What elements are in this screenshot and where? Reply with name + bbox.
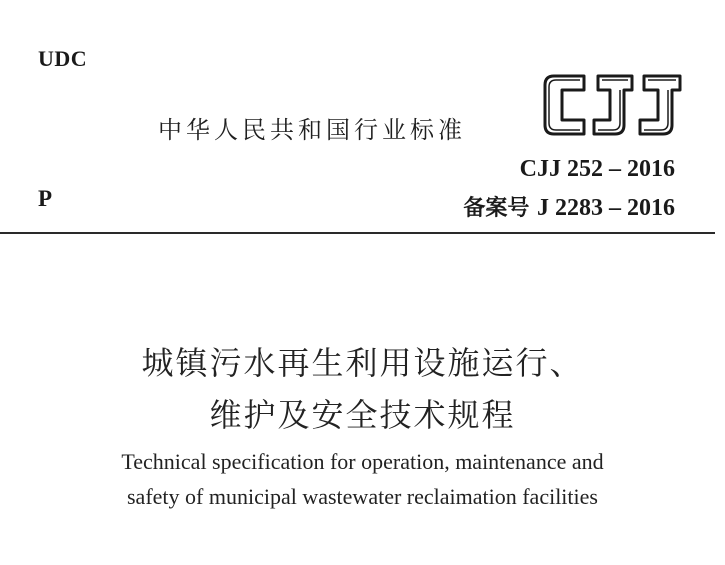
- standard-code: CJJ 252 – 2016: [519, 156, 675, 182]
- record-label: 备案号: [463, 196, 530, 221]
- udc-label: UDC: [38, 46, 88, 71]
- english-title-line-1: Technical specification for operation, maintenance and: [121, 449, 604, 474]
- classification-label: P: [38, 186, 53, 211]
- record-number: [463, 191, 675, 222]
- cjj-logo: [540, 70, 690, 140]
- record-value: J 2283 – 2016: [537, 195, 675, 221]
- cjj-logo-icon: [540, 70, 690, 140]
- chinese-title-line-1: 城镇污水再生利用设施运行、: [141, 344, 584, 382]
- header-divider: [0, 232, 715, 234]
- standard-type-title: 中华人民共和国行业标准: [158, 116, 466, 144]
- english-title-line-2: safety of municipal wastewater reclaimation facilities: [127, 484, 598, 509]
- chinese-title-line-2: 维护及安全技术规程: [209, 396, 516, 434]
